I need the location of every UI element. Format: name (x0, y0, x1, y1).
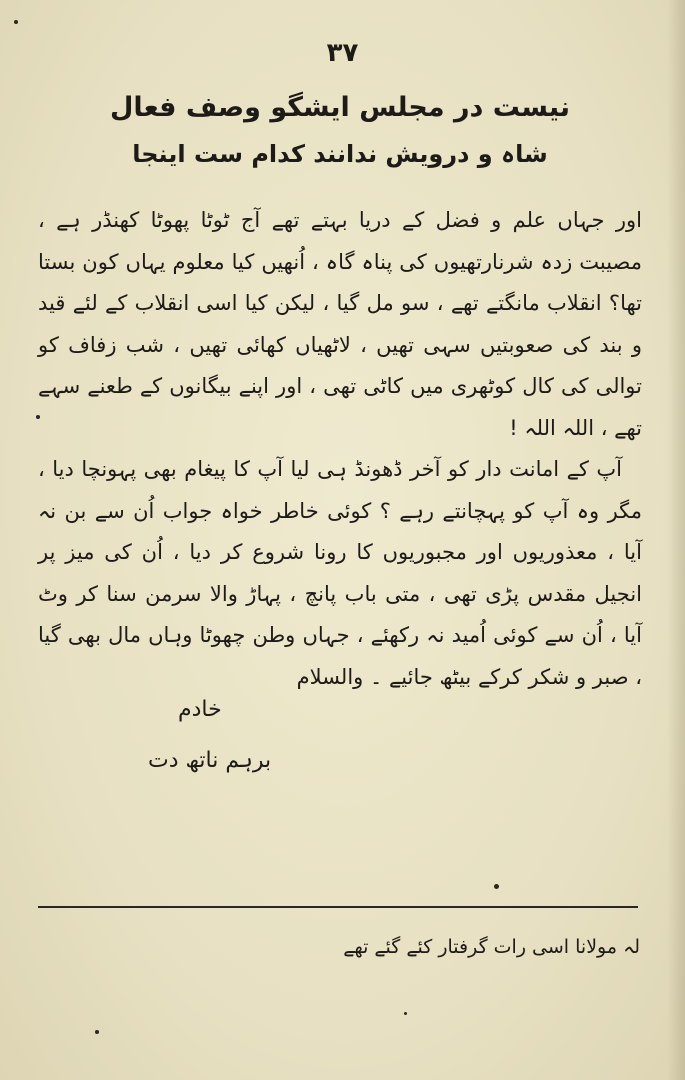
print-speck (36, 415, 40, 419)
print-speck (404, 1012, 407, 1015)
verse-heading-2: شاہ و درویش ندانند کدام ست اینجا (132, 140, 548, 168)
print-speck (14, 20, 18, 24)
footnote-divider (38, 906, 638, 908)
signature-title: خادم (178, 697, 222, 722)
print-speck (95, 1030, 99, 1034)
letter-body (38, 200, 642, 698)
print-speck (494, 884, 499, 889)
verse-heading-1: نیست در مجلس ایشگو وصف فعال (110, 92, 570, 123)
signature-name: برہم ناتھ دت (148, 748, 272, 773)
paragraph-2: آپ کے امانت دار کو آخر ڈھونڈ ہی لیا آپ کا پیغام بھی پہونچا دیا ، مگر وہ آپ کو پہچانتے رہے ؟ کوئی خاطر خواہ جواب اُن سے بن نہ آیا ، معذوریوں اور مجبوریوں کا رونا شروع کر دیا ، اُن کی میز پر انجیل مقدس پڑی تھی ، متی باب پانچ ، پہاڑ والا سرمن سنا کر وٹ آیا ، اُن سے کوئی اُمید نہ رکھئے ، جہاں وطن چھوٹا وہاں مال بھی گیا ، صبر و شکر کرکے بیٹھ جائیے ۔ والسلام (38, 457, 642, 689)
page-edge-shadow (667, 0, 685, 1080)
page-number: ۳۷ (326, 38, 359, 68)
paragraph-1: اور جہاں علم و فضل کے دریا بہتے تھے آج ٹوٹا پھوٹا کھنڈر ہے ، مصیبت زدہ شرنارتھیوں کی پناہ گاہ ، اُنھیں کیا معلوم یہاں کون بستا تھا؟ انقلاب مانگتے تھے ، سو مل گیا ، لیکن کیا اسی انقلاب کے لئے قید و بند کی صعوبتیں سہی تھیں ، لاٹھیاں کھائی تھیں ، شب زفاف کو توالی کی کال کوٹھری میں کاٹی تھی ، اور اپنے بیگانوں کے طعنے سہے تھے ، اللہ اللہ ! (38, 208, 642, 440)
footnote: لہ مولانا اسی رات گرفتار کئے گئے تھے (343, 936, 640, 958)
